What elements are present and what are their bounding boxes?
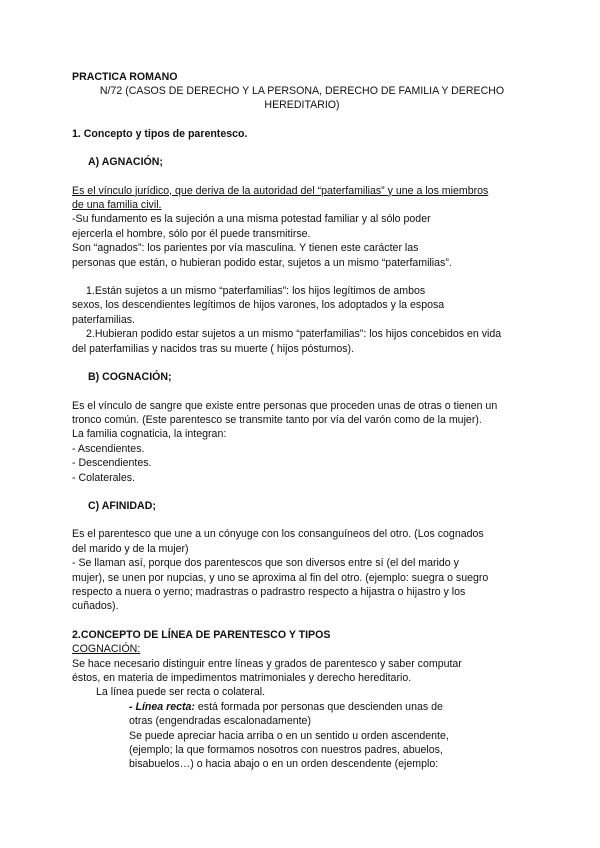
document-title: PRACTICA ROMANO [72,71,178,83]
paragraph-line: (ejemplo; la que formamos nosotros con nuestros padres, abuelos, [129,744,443,757]
paragraph-line: tronco común. (Este parentesco se transmite tanto por vía del varón como de la mujer). [72,413,482,426]
paragraph-line: personas que están, o hubieran podido estar, sujetos a un mismo “paterfamilias”. [72,256,452,269]
paragraph-line: éstos, en materia de impedimentos matrimoniales y derecho hereditario. [72,672,412,684]
list-item: - Ascendientes. [72,442,145,455]
paragraph-line: Es el vínculo de sangre que existe entre personas que proceden unas de otras o tienen un [72,399,498,412]
paragraph-line: respecto a nuera o yerno; madrastras o padrastro respecto a hijastra o hijastro y los [72,585,466,598]
agnacion-point-1: 1.Están sujetos a un mismo “paterfamilias”: los hijos legítimos de ambos [86,285,426,298]
linea-recta-item [72,700,532,714]
paragraph-line: La línea puede ser recta o colateral. [96,686,266,699]
heading-afinidad: C) AFINIDAD; [88,499,156,512]
paragraph-line: - Se llaman así, porque dos parentescos que son diversos entre sí (el del marido y [72,557,459,570]
heading-cognacion: B) COGNACIÓN; [88,371,172,384]
document-page [72,70,532,772]
agnacion-definition: Es el vínculo jurídico, que deriva de la autoridad del “paterfamilias” y une a los miembros [72,184,489,197]
heading-agnacion: A) AGNACIÓN; [88,156,163,169]
document-subtitle: N/72 (CASOS DE DERECHO Y LA PERSONA, DERECHO DE FAMILIA Y DERECHO [99,85,505,97]
paragraph-line: otras (engendradas escalonadamente) [129,715,311,728]
section-2-heading: 2.CONCEPTO DE LÍNEA DE PARENTESCO Y TIPOS [72,628,331,641]
agnacion-point-2: 2.Hubieran podido estar sujetos a un mismo “paterfamilias”: los hijos concebidos en vida [86,328,502,341]
paragraph-line: sexos, los descendientes legítimos de hijos varones, los adoptados y la esposa [72,299,445,312]
paragraph-line: del marido y de la mujer) [72,542,189,555]
paragraph-line: bisabuelos…) o hacia abajo o en un orden descendente (ejemplo: [129,758,439,771]
section-1-heading: 1. Concepto y tipos de parentesco. [72,127,248,140]
paragraph-line: Es el parentesco que une a un cónyuge con los consanguíneos del otro. (Los cognados [72,528,484,541]
section-2-subheading: COGNACIÓN: [72,643,141,656]
document-subtitle-cont: HEREDITARIO) [264,99,340,112]
paragraph-line: Se puede apreciar hacia arriba o en un sentido u orden ascendente, [129,729,449,742]
list-item: - Colaterales. [72,471,135,484]
paragraph-line: del paterfamilias y nacidos tras su muerte ( hijos póstumos). [72,342,355,355]
paragraph-line: La familia cognaticia, la integran: [72,428,227,441]
paragraph-line: mujer), se unen por nupcias, y uno se aproxima al fin del otro. (ejemplo: suegra o suegro [72,571,489,584]
paragraph-line: paterfamilias. [72,313,135,326]
paragraph-line: Son “agnados”: los parientes por vía masculina. Y tienen este carácter las [72,242,419,255]
paragraph-line: ejercerla el hombre, sólo por él puede transmitirse. [72,227,311,240]
linea-recta-term: - Línea recta: [129,700,195,713]
linea-recta-text: está formada por personas que descienden unas de [194,700,443,713]
list-item: - Descendientes. [72,457,152,470]
paragraph-line: Se hace necesario distinguir entre líneas y grados de parentesco y saber computar [72,657,462,670]
agnacion-definition-cont: de una familia civil. [72,199,162,212]
paragraph-line: -Su fundamento es la sujeción a una misma potestad familiar y al sólo poder [72,213,431,226]
paragraph-line: cuñados). [72,600,119,613]
